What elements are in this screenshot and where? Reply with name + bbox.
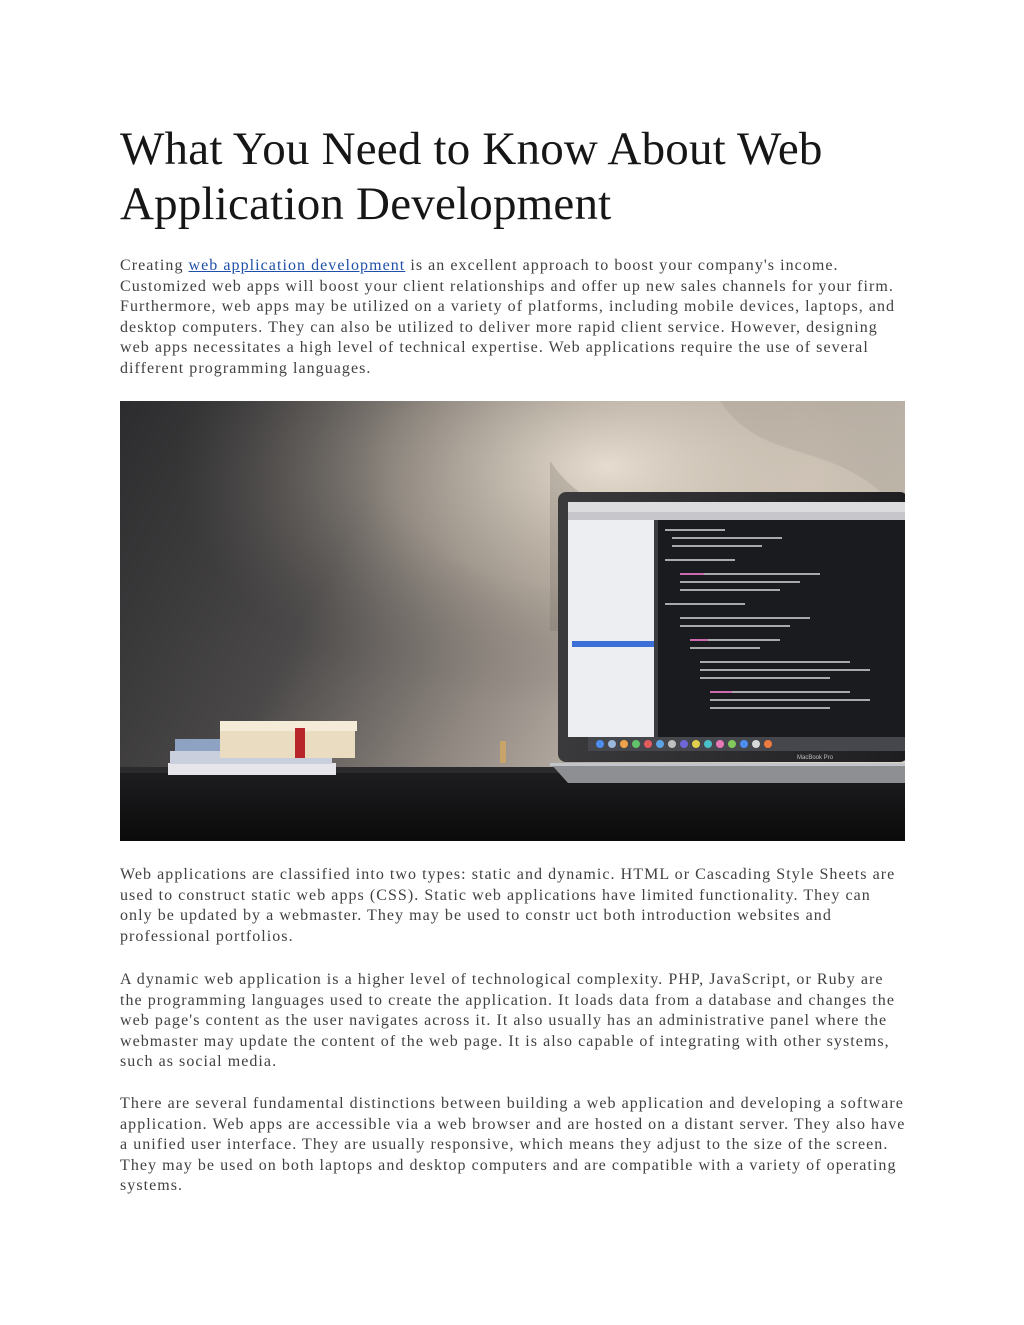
paragraph-distinctions: There are several fundamental distinctions between building a web application and developing a software application. Web apps are accessible via a web browser and are hosted on a distant server. They also have a unified user interface. They are usually responsive, which means they adjust to the size of the screen. They may be used on both laptops and desktop computers and are compatible with a variety of operating systems. [120,1095,906,1194]
laptop-brand-label: MacBook Pro [796,755,834,761]
article-title: What You Need to Know About Web Application Development [120,123,823,230]
intro-paragraph [120,256,906,379]
file-tree-panel [568,520,654,737]
intro-text-after: is an excellent approach to boost your company's income. Customized web apps will boost your client relationships and offer up new sales channels for your firm. Furthermore, web apps may be utilized on a variety of platforms, including mobile devices, laptops, and desktop computers. They can also be utilized to deliver more rapid client service. However, designing web apps necessitates a high level of technical expertise. Web applications require the use of several different programming languages. [120,257,896,377]
intro-text-before: Creating [120,257,189,274]
laptop [550,492,905,783]
laptop-desk-photo [120,401,905,841]
paragraph-dynamic-web-app: A dynamic web application is a higher level of technological complexity. PHP, JavaScript, or Ruby are the programming languages used to create the application. It loads data from a database and changes the web page's content as the user navigates across it. It also usually has an administrative panel where the webmaster may update the content of the web page. It is also capable of integrating with other systems, such as social media. [120,971,896,1070]
dock-icons [596,740,772,748]
paragraph-static-dynamic: Web applications are classified into two types: static and dynamic. HTML or Cascading Style Sheets are used to construct static web apps (CSS). Static web applications have limited functionality. They can only be updated by a webmaster. They may be used to constr uct both introduction websites and professional portfolios. [120,866,896,945]
web-app-development-link[interactable]: web application development [188,257,406,274]
